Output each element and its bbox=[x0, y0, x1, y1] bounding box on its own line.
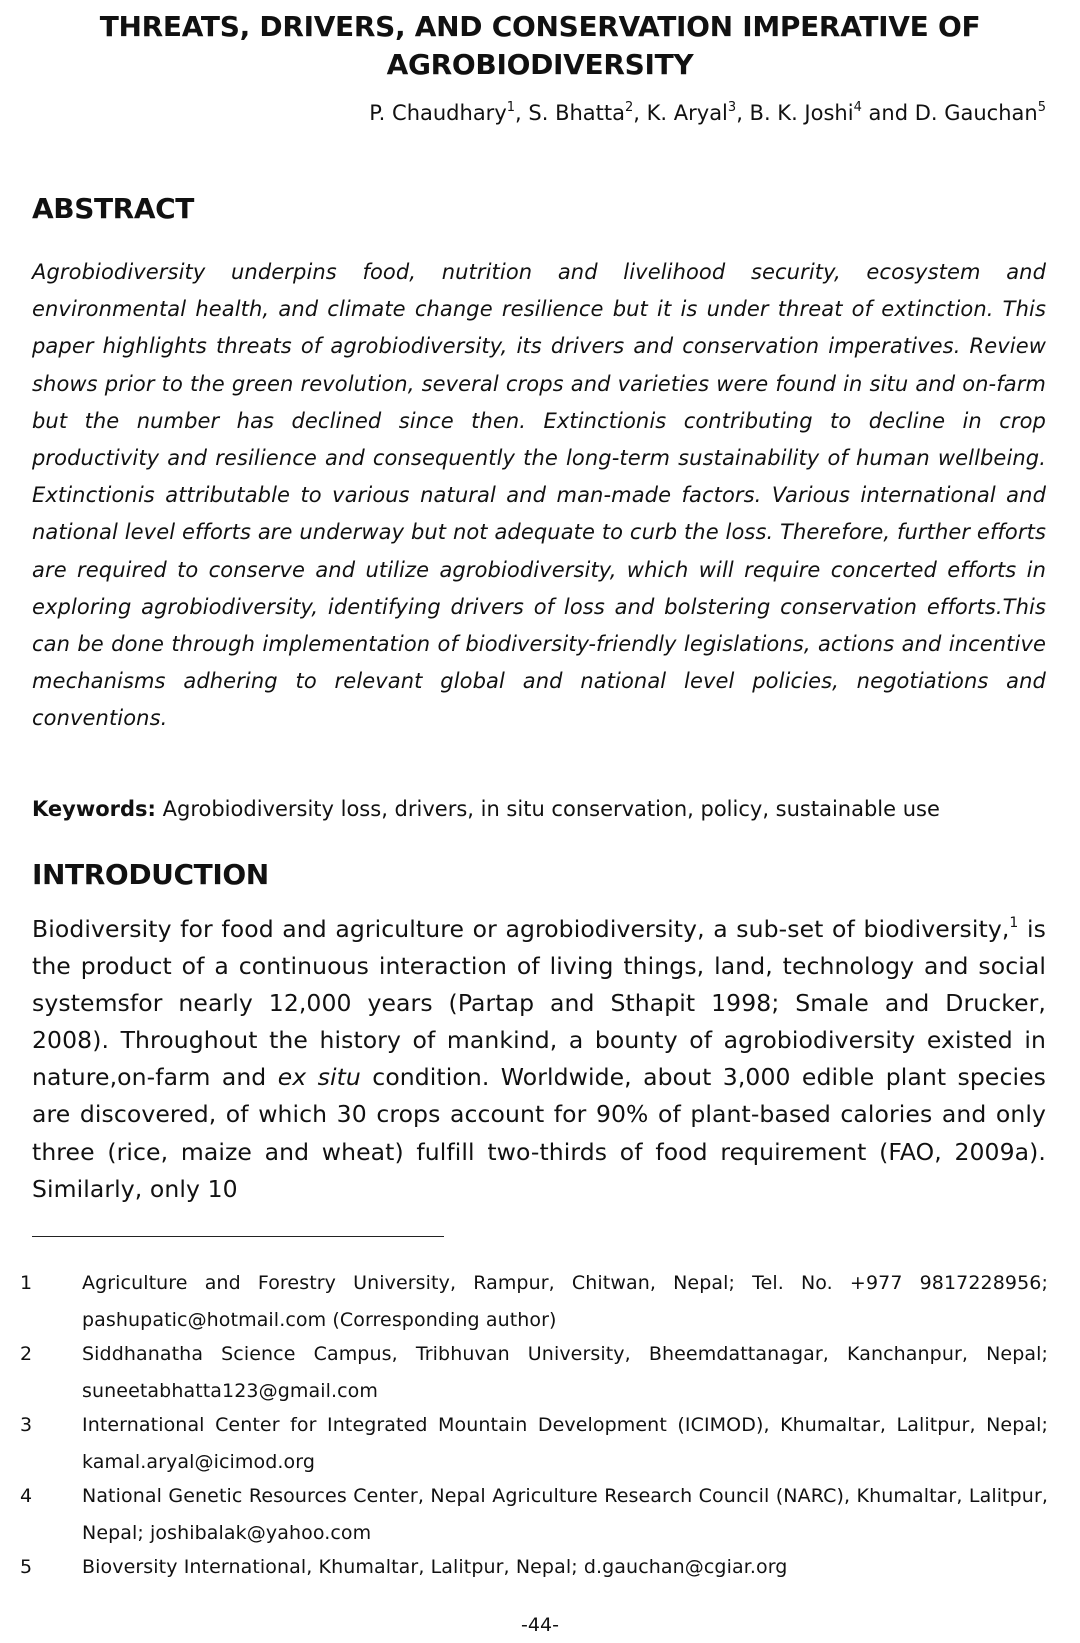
author-name: P. Chaudhary bbox=[369, 101, 507, 125]
author-separator: , bbox=[515, 101, 529, 125]
author-separator: and bbox=[861, 101, 915, 125]
footnote-number: 3 bbox=[20, 1414, 33, 1436]
author-list bbox=[369, 98, 1046, 128]
author-name: K. Aryal bbox=[646, 101, 728, 125]
author-separator: , bbox=[736, 101, 750, 125]
footnote-reference: 1 bbox=[1009, 915, 1019, 931]
paper-title bbox=[60, 8, 1020, 84]
keywords-text: Agrobiodiversity loss, drivers, in situ conservation, policy, sustainable use bbox=[162, 797, 940, 821]
introduction-heading: INTRODUCTION bbox=[32, 858, 269, 891]
author-affiliation-ref: 4 bbox=[853, 100, 862, 115]
footnote-text: Bioversity International, Khumaltar, Lalitpur, Nepal; d.gauchan@cgiar.org bbox=[82, 1556, 788, 1578]
abstract-body: Agrobiodiversity underpins food, nutrition and livelihood security, ecosystem and environmental health, and climate change resilience but it is under threat of extinction. This paper highlights threats of agrobiodiversity, its drivers and conservation imperatives. Review shows prior to the green revolution, several crops and varieties were found in situ and on-farm but the number has declined since then. Extinctionis contributing to decline in crop productivity and resilience and consequently the long-term sustainability of human wellbeing. Extinctionis attributable to various natural and man-made factors. Various international and national level efforts are underway but not adequate to curb the loss. Therefore, further efforts are required to conserve and utilize agrobiodiversity, which will require concerted efforts in exploring agrobiodiversity, identifying drivers of loss and bolstering conservation efforts.This can be done through implementation of biodiversity-friendly legislations, actions and incentive mechanisms adhering to relevant global and national level policies, negotiations and conventions. bbox=[32, 260, 1046, 731]
footnote-text: Agriculture and Forestry University, Rampur, Chitwan, Nepal; Tel. No. +977 9817228956; pashupatic@hotmail.com (Corresponding author) bbox=[82, 1272, 1048, 1331]
introduction-body bbox=[32, 911, 1046, 1208]
author-affiliation-ref: 5 bbox=[1037, 100, 1046, 115]
author-affiliation-ref: 3 bbox=[727, 100, 737, 115]
page-number: -44- bbox=[521, 1614, 559, 1636]
intro-text-part-2: is the product of a continuous interaction of living things, land, technology and social systemsfor nearly 12,000 years (Partap and Sthapit 1998; Smale and Drucker, 2008). Throughout the history of mankind, a bounty of agrobiodiversity existed in nature,on-farm and bbox=[32, 915, 1046, 1092]
author-name: D. Gauchan bbox=[914, 101, 1038, 125]
title-line-2: AGROBIODIVERSITY bbox=[386, 48, 694, 81]
intro-text-part-1: Biodiversity for food and agriculture or agrobiodiversity, a sub-set of biodiversity, bbox=[32, 915, 1010, 943]
footnote-number: 2 bbox=[20, 1343, 33, 1365]
author-name: S. Bhatta bbox=[528, 101, 625, 125]
footnote-text: International Center for Integrated Mountain Development (ICIMOD), Khumaltar, Lalitpur, Nepal; kamal.aryal@icimod.org bbox=[82, 1414, 1048, 1473]
keywords-line bbox=[32, 794, 1046, 824]
abstract-heading: ABSTRACT bbox=[32, 192, 194, 225]
author-affiliation-ref: 2 bbox=[625, 100, 634, 115]
intro-italic-term: ex situ bbox=[277, 1063, 361, 1092]
intro-text-part-3: condition. Worldwide, about 3,000 edible plant species are discovered, of which 30 crops account for 90% of plant-based calories and only three (rice, maize and wheat) fulfill two-thirds of food requirement (FAO, 2009a). Similarly, only 10 bbox=[32, 1063, 1046, 1203]
footnote-number: 5 bbox=[20, 1556, 33, 1578]
footnote-number: 4 bbox=[20, 1485, 33, 1507]
author-name: B. K. Joshi bbox=[749, 101, 854, 125]
author-separator: , bbox=[633, 101, 647, 125]
author-affiliation-ref: 1 bbox=[506, 100, 516, 115]
footnote-separator-rule bbox=[32, 1236, 444, 1237]
footnote-text: Siddhanatha Science Campus, Tribhuvan University, Bheemdattanagar, Kanchanpur, Nepal; suneetabhatta123@gmail.com bbox=[82, 1343, 1048, 1402]
title-line-1: THREATS, DRIVERS, AND CONSERVATION IMPERATIVE OF bbox=[99, 10, 981, 43]
keywords-label: Keywords: bbox=[32, 797, 156, 821]
footnote-number: 1 bbox=[20, 1272, 33, 1294]
footnote-text: National Genetic Resources Center, Nepal Agriculture Research Council (NARC), Khumaltar, Lalitpur, Nepal; joshibalak@yahoo.com bbox=[82, 1485, 1048, 1544]
